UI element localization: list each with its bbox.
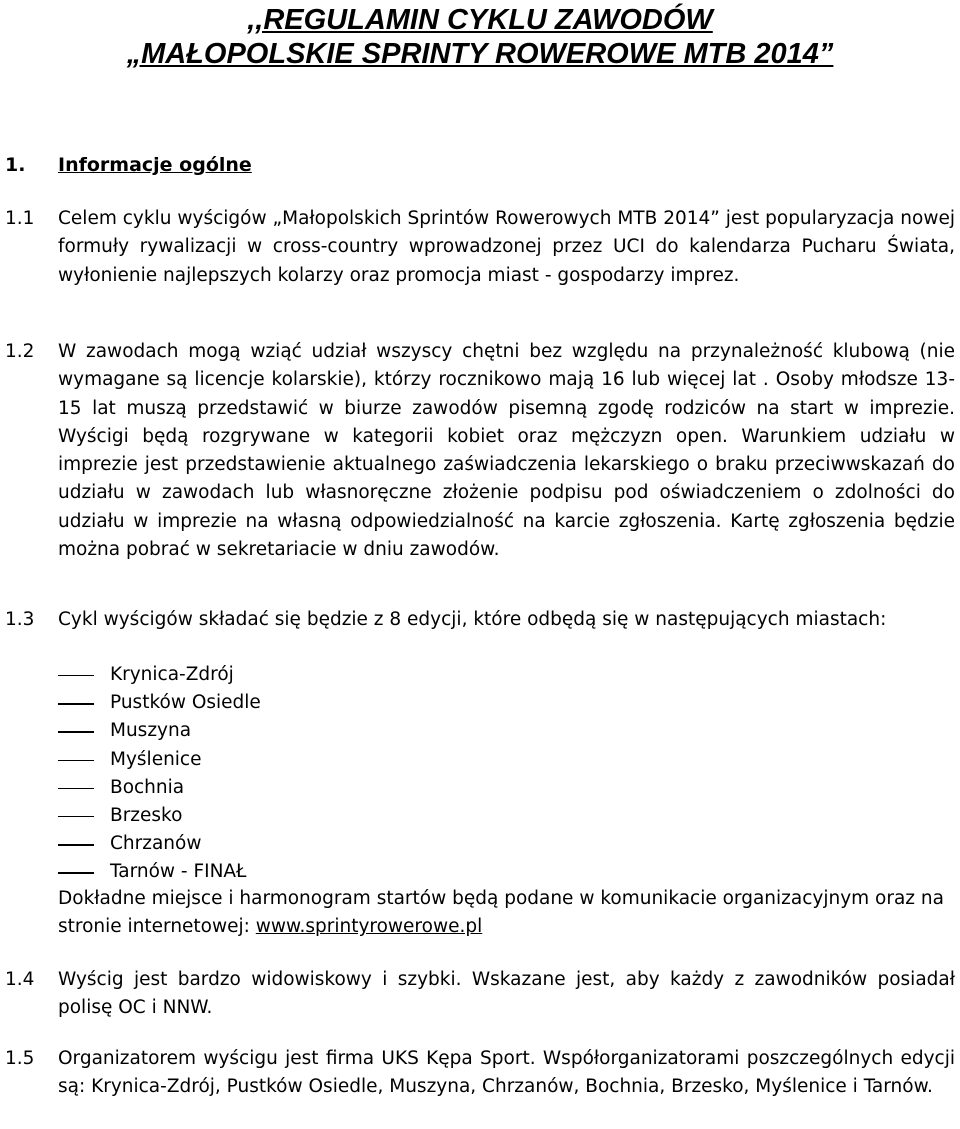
city-item: Brzesko [58,802,261,830]
paragraph-1-5 [5,1045,955,1102]
city-item: Muszyna [58,717,261,745]
city-item: Pustków Osiedle [58,689,261,717]
section-heading [5,150,252,180]
paragraph-number: 1.2 [5,341,35,362]
paragraph-1-1 [5,205,955,290]
city-list [58,661,261,887]
city-item: Krynica-Zdrój [58,661,261,689]
website-link[interactable]: www.sprintyrowerowe.pl [255,916,483,938]
city-item: Tarnów - FINAŁ [58,858,261,886]
paragraph-text: Cykl wyścigów składać się będzie z 8 edycji, które odbędą się w następujących miastach: [58,609,887,630]
paragraph-1-3 [5,606,955,634]
paragraph-text: Wyścig jest bardzo widowiskowy i szybki. Wskazane jest, aby każdy z zawodników posiadał polisę OC i NNW. [58,969,955,1019]
paragraph-number: 1.3 [5,609,35,630]
schedule-note-text: Dokładne miejsce i harmonogram startów będą podane w komunikacie organizacyjnym oraz na stronie internetowej: [58,888,944,938]
city-item: Myślenice [58,746,261,774]
paragraph-text: Organizatorem wyścigu jest firma UKS Kępa Sport. Współorganizatorami poszczególnych edycji są: Krynica-Zdrój, Pustków Osiedle, Muszyna, Chrzanów, Bochnia, Brzesko, Myślenice i Tarnów. [58,1048,955,1098]
paragraph-1-2 [5,338,955,564]
paragraph-1-4 [5,966,955,1023]
document-title-line-1: ,,REGULAMIN CYKLU ZAWODÓW [247,4,713,36]
schedule-note [58,885,955,942]
document-title-line-2: „MAŁOPOLSKIE SPRINTY ROWEROWE MTB 2014” [126,38,834,70]
city-item: Bochnia [58,774,261,802]
paragraph-text: W zawodach mogą wziąć udział wszyscy chętni bez względu na przynależność klubową (nie wymagane są licencje kolarskie), którzy rocznikowo mają 16 lub więcej lat . Osoby młodsze 13-15 lat muszą przedstawić w biurze zawodów pisemną zgodę rodziców na start w imprezie. Wyścigi będą rozgrywane w kategorii kobiet oraz mężczyzn open. Warunkiem udziału w imprezie jest przedstawienie aktualnego zaświadczenia lekarskiego o braku przeciwwskazań do udziału w zawodach lub własnoręczne złożenie podpisu pod oświadczeniem o zdolności do udziału w imprezie na własną odpowiedzialność na karcie zgłoszenia. Kartę zgłoszenia będzie można pobrać w sekretariacie w dniu zawodów. [58,341,955,561]
city-item: Chrzanów [58,830,261,858]
paragraph-number: 1.1 [5,208,35,229]
section-title: Informacje ogólne [58,154,252,176]
section-number: 1. [5,154,26,176]
paragraph-text: Celem cyklu wyścigów „Małopolskich Sprintów Rowerowych MTB 2014” jest popularyzacja nowej formuły rywalizacji w cross-country wprowadzonej przez UCI do kalendarza Pucharu Świata, wyłonienie najlepszych kolarzy oraz promocja miast - gospodarzy imprez. [58,208,955,286]
paragraph-number: 1.4 [5,969,35,990]
paragraph-number: 1.5 [5,1048,35,1069]
